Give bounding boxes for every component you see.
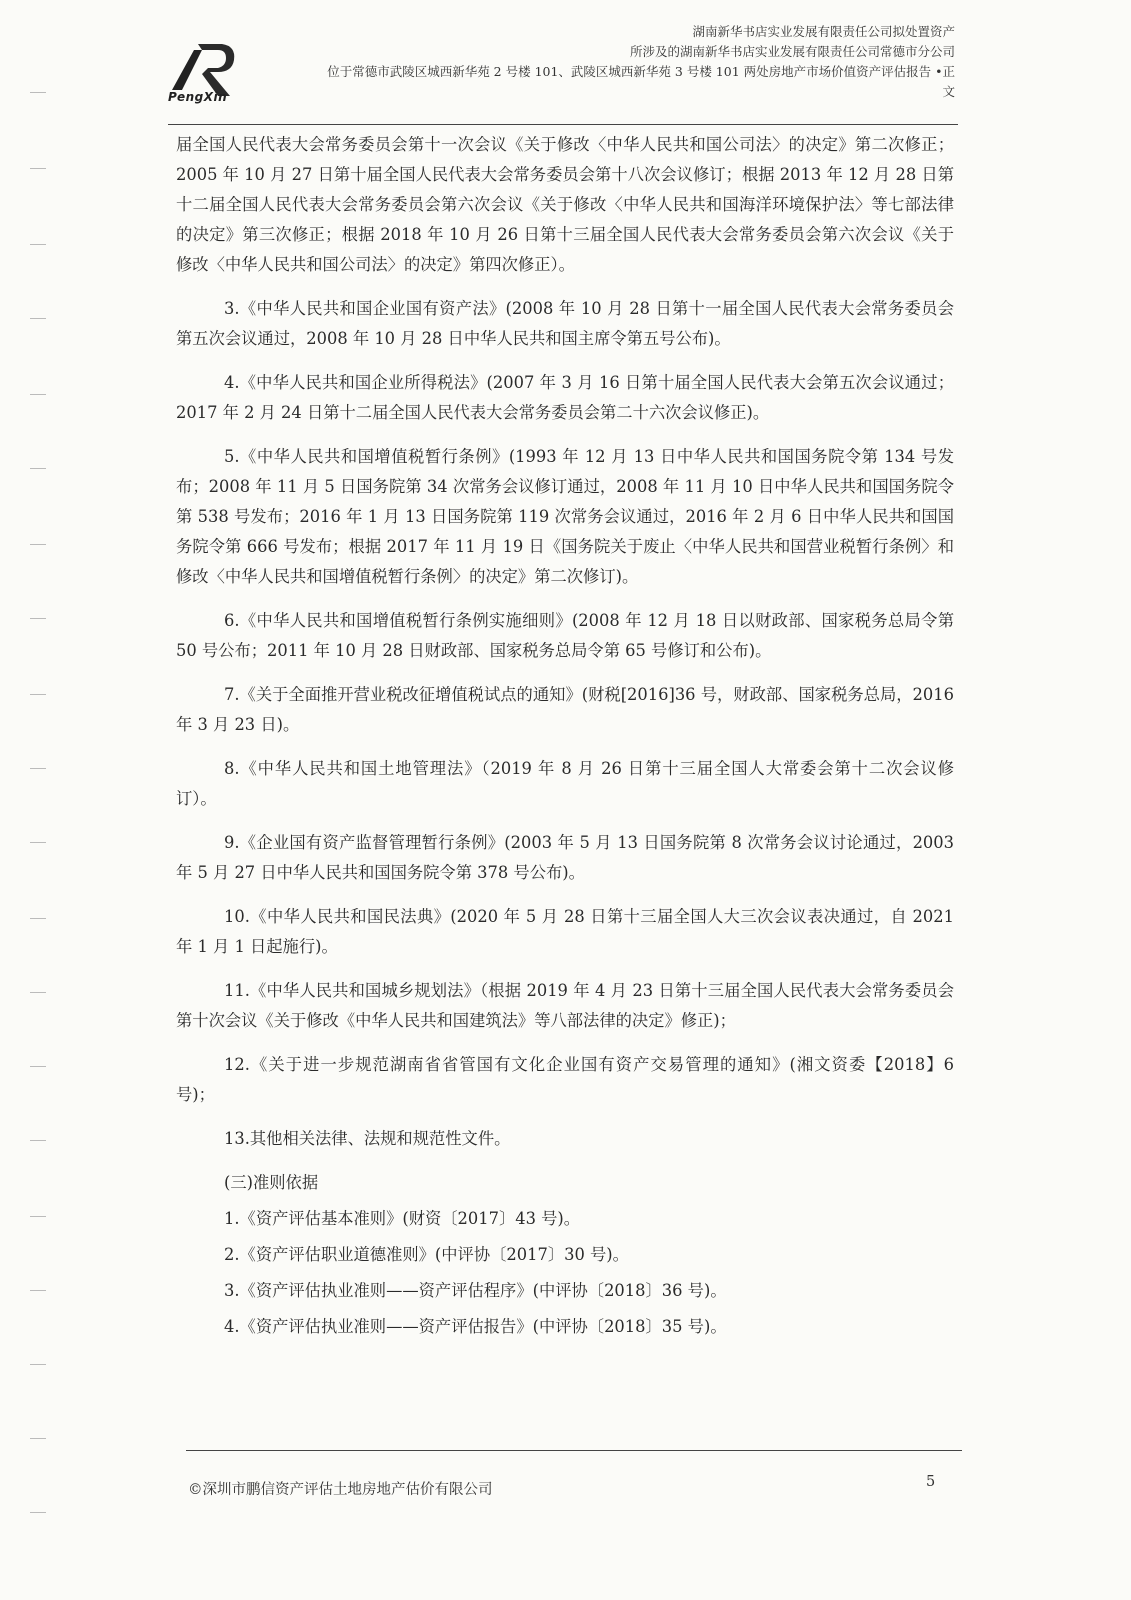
law-item-7: 7.《关于全面推开营业税改征增值税试点的通知》(财税[2016]36 号，财政部、国家税务总局，2016 年 3 月 23 日)。 (176, 685, 954, 734)
standard-item-4: 4.《资产评估执业准则——资产评估报告》(中评协〔2018〕35 号)。 (224, 1317, 727, 1336)
header-line-2: 所涉及的湖南新华书店实业发展有限责任公司常德市分公司 (629, 44, 955, 59)
binder-mark (30, 168, 46, 169)
law-item-9: 9.《企业国有资产监督管理暂行条例》(2003 年 5 月 13 日国务院第 8 次常务会议讨论通过，2003 年 5 月 27 日中华人民共和国国务院令第 378 号公布)。 (176, 833, 954, 882)
law-item-13: 13.其他相关法律、法规和规范性文件。 (224, 1129, 511, 1148)
law-item-3: 3.《中华人民共和国企业国有资产法》(2008 年 10 月 28 日第十一届全国人民代表大会常务委员会第五次会议通过，2008 年 10 月 28 日中华人民共和国主席令第五号公布)。 (176, 299, 954, 348)
footer-copyright: ©深圳市鹏信资产评估土地房地产估价有限公司 (188, 1482, 493, 1498)
binder-mark (30, 842, 46, 843)
page-number: 5 (926, 1474, 936, 1490)
binder-mark (30, 1216, 46, 1217)
binder-mark (30, 394, 46, 395)
binder-mark (30, 1066, 46, 1067)
binder-mark (30, 918, 46, 919)
header-divider (168, 124, 958, 125)
law-item-10: 10.《中华人民共和国民法典》(2020 年 5 月 28 日第十三届全国人大三次会议表决通过，自 2021 年 1 月 1 日起施行)。 (176, 907, 954, 956)
law-item-6: 6.《中华人民共和国增值税暂行条例实施细则》(2008 年 12 月 18 日以财政部、国家税务总局令第 50 号公布；2011 年 10 月 28 日财政部、国家税务总局令第 65 号修订和公布)。 (176, 611, 954, 660)
binder-mark (30, 1512, 46, 1513)
standard-item-3: 3.《资产评估执业准则——资产评估程序》(中评协〔2018〕36 号)。 (224, 1281, 727, 1300)
binder-mark (30, 318, 46, 319)
law-item-4: 4.《中华人民共和国企业所得税法》(2007 年 3 月 16 日第十届全国人民代表大会第五次会议通过；2017 年 2 月 24 日第十二届全国人民代表大会常务委员会第二十六次会议修正)。 (176, 373, 954, 422)
binder-mark (30, 618, 46, 619)
document-body (176, 130, 954, 1348)
section-heading-standards: (三)准则依据 (224, 1173, 319, 1192)
header-line-1: 湖南新华书店实业发展有限责任公司拟处置资产 (692, 24, 955, 39)
standard-item-1: 1.《资产评估基本准则》(财资〔2017〕43 号)。 (224, 1209, 581, 1228)
logo-text: PengXin (168, 90, 228, 104)
report-header (235, 22, 955, 102)
law-item-11: 11.《中华人民共和国城乡规划法》（根据 2019 年 4 月 23 日第十三届全国人民代表大会常务委员会第十次会议《关于修改《中华人民共和国建筑法》等八部法律的决定》修正)； (176, 981, 954, 1030)
footer-divider (186, 1450, 962, 1451)
header-line-4: 文 (942, 84, 955, 99)
binder-mark (30, 244, 46, 245)
header-line-3: 位于常德市武陵区城西新华苑 2 号楼 101、武陵区城西新华苑 3 号楼 101 两处房地产市场价值资产评估报告 •正 (327, 64, 955, 79)
law-item-8: 8.《中华人民共和国土地管理法》（2019 年 8 月 26 日第十三届全国人大常委会第十二次会议修订）。 (176, 759, 954, 808)
binder-mark (30, 544, 46, 545)
standard-item-2: 2.《资产评估职业道德准则》(中评协〔2017〕30 号)。 (224, 1245, 629, 1264)
binder-mark (30, 1290, 46, 1291)
binder-mark (30, 468, 46, 469)
binder-mark (30, 694, 46, 695)
binder-mark (30, 1140, 46, 1141)
binder-mark (30, 1364, 46, 1365)
paragraph-continuation: 届全国人民代表大会常务委员会第十一次会议《关于修改〈中华人民共和国公司法〉的决定》第二次修正；2005 年 10 月 27 日第十届全国人民代表大会常务委员会第十八次会议修订；根据 2013 年 12 月 28 日第十二届全国人民代表大会常务委员会第六次会议《关于修改〈中华人民共和国海洋环境保护法〉等七部法律的决定》第三次修正；根据 2018 年 10 月 26 日第十三届全国人民代表大会常务委员会第六次会议《关于修改〈中华人民共和国公司法〉的决定》第四次修正）。 (176, 135, 954, 274)
binder-mark (30, 992, 46, 993)
law-item-5: 5.《中华人民共和国增值税暂行条例》(1993 年 12 月 13 日中华人民共和国国务院令第 134 号发布；2008 年 11 月 5 日国务院第 34 次常务会议修订通过，2008 年 11 月 10 日中华人民共和国国务院令第 538 号发布；2016 年 1 月 13 日国务院第 119 次常务会议通过，2016 年 2 月 6 日中华人民共和国国务院令第 666 号发布；根据 2017 年 11 月 19 日《国务院关于废止〈中华人民共和国营业税暂行条例〉和修改〈中华人民共和国增值税暂行条例〉的决定》第二次修订)。 (176, 447, 954, 586)
binder-mark (30, 768, 46, 769)
binder-mark (30, 1438, 46, 1439)
binder-mark (30, 92, 46, 93)
law-item-12: 12.《关于进一步规范湖南省省管国有文化企业国有资产交易管理的通知》(湘文资委【2018】6 号)； (176, 1055, 954, 1104)
